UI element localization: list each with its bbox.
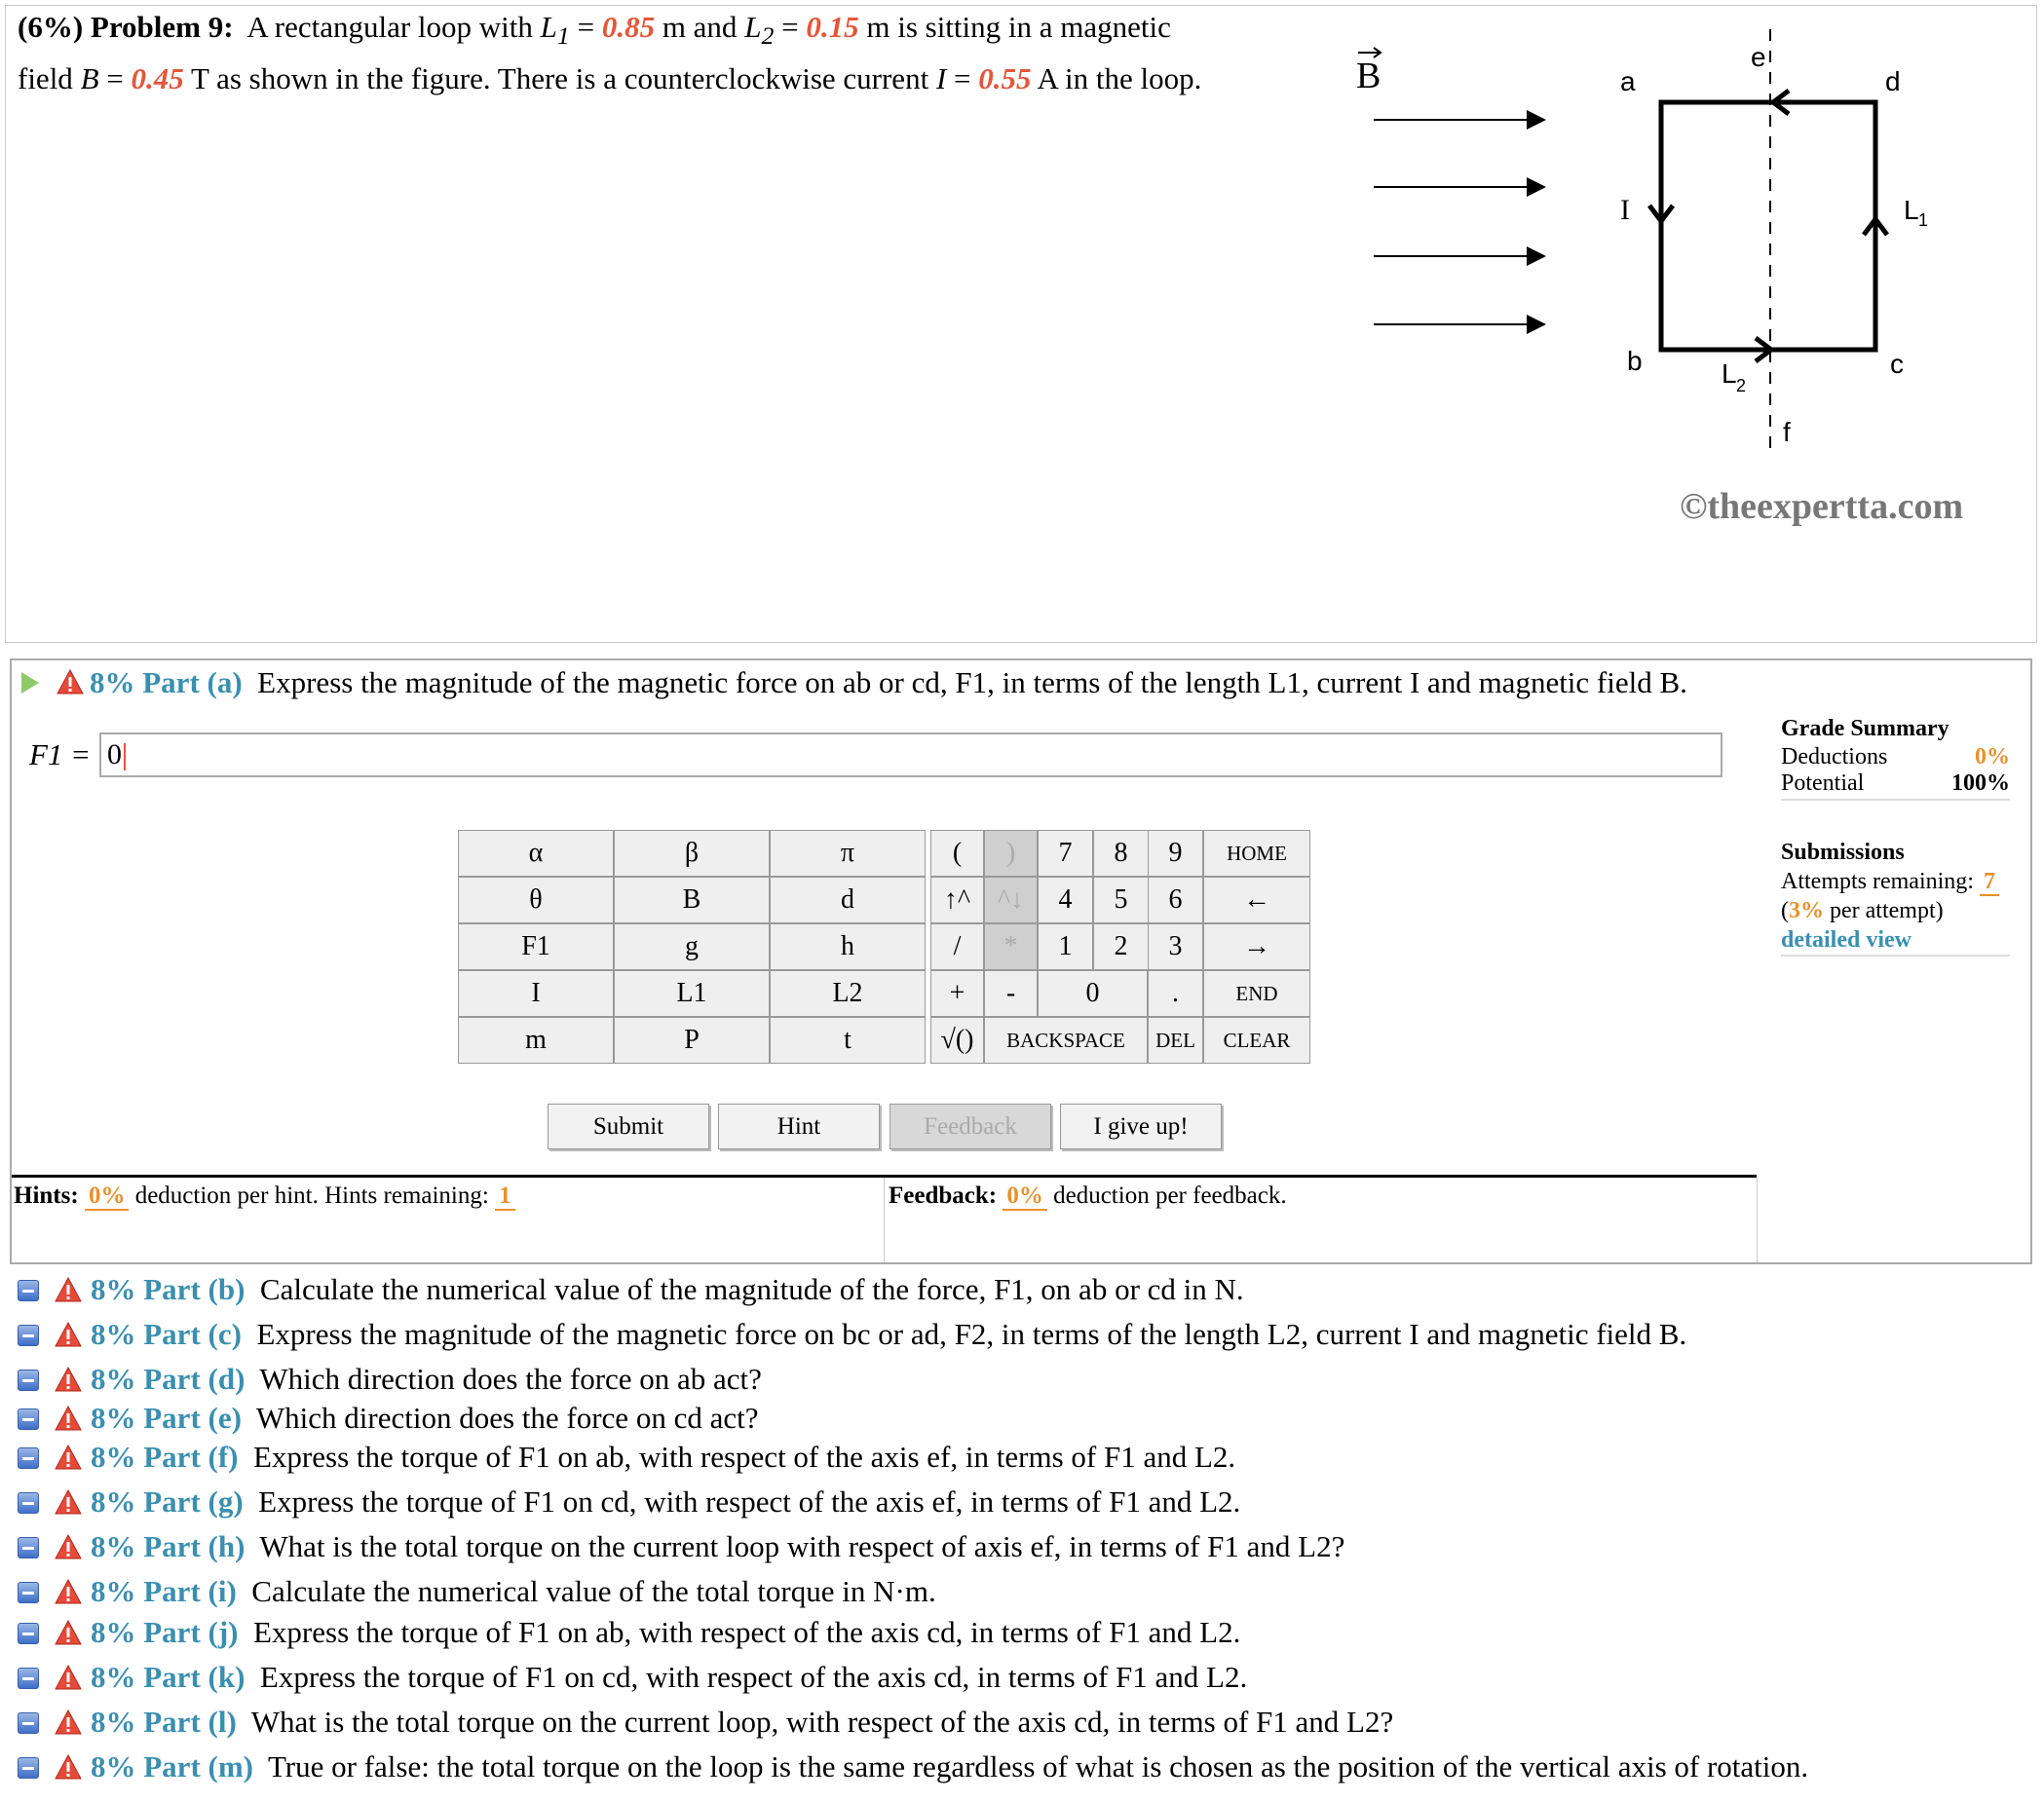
part-weight: 8% [91,1440,136,1474]
answer-input[interactable] [99,732,1722,777]
hints-feedback-separator [884,1178,885,1262]
label-l2: L [1722,358,1737,389]
text-cursor [124,743,126,770]
part-label[interactable]: Part (m) [143,1749,253,1783]
part-label[interactable]: Part (g) [143,1484,244,1519]
keypad-plus[interactable]: + [930,970,984,1017]
part-weight: 8% [91,1749,136,1783]
warning-icon [55,1489,82,1515]
label-d: d [1885,66,1901,96]
problem-text-4: T as shown in the figure. There is a counterclockwise current [190,61,929,96]
i-value: 0.55 [978,61,1032,96]
part-weight: 8% [91,1574,136,1608]
label-current: I [1620,194,1630,226]
attempts-value: 7 [1980,869,1999,896]
part-label[interactable]: Part (b) [143,1272,246,1306]
b-symbol: B [80,61,99,96]
problem-text-1: A rectangular loop with [246,10,533,44]
part-question: True or false: the total torque on the loop is the same regardless of what is chosen as the position of the vertical axis of rotation. [267,1749,1809,1783]
part-label[interactable]: Part (c) [143,1317,242,1351]
feedback-button[interactable]: Feedback [890,1104,1051,1149]
warning-icon [55,1579,82,1604]
keypad-end-key[interactable]: END [1203,970,1310,1017]
part-question: Calculate the numerical value of the magnitude of the force, F1, on ab or cd in N. [259,1272,1244,1306]
submissions: Submissions Attempts remaining: 7 (3% per attempt) detailed view [1781,838,2010,957]
keypad-digit-key[interactable]: 2 [1093,923,1149,970]
keypad-power-down[interactable]: ^↓ [984,877,1038,923]
keypad-digit-key[interactable]: 9 [1148,830,1203,877]
warning-icon [55,1754,82,1780]
keypad-var-key[interactable]: d [770,877,926,923]
collapse-icon[interactable] [18,1492,39,1514]
keypad-var-key[interactable]: θ [458,877,614,923]
give-up-button[interactable]: I give up! [1060,1104,1222,1149]
label-l2-sub: 2 [1736,376,1747,395]
part-label[interactable]: Part (j) [143,1615,239,1649]
keypad-multiply[interactable]: * [984,923,1038,970]
keypad-divide[interactable]: / [930,923,984,970]
part-weight: 8% [91,1362,136,1396]
l2-sub: 2 [761,21,775,51]
l1-sub: 1 [556,21,570,51]
keypad-del-key[interactable]: DEL [1148,1017,1203,1064]
part-weight: 8% [91,1615,136,1649]
keypad-var-key[interactable]: h [770,923,926,970]
keypad-var-key[interactable]: α [458,830,614,877]
feedback-label: Feedback: [889,1183,998,1209]
part-a-weight: 8% [90,665,135,699]
label-l1: L [1904,195,1919,225]
keypad-sqrt[interactable]: √() [930,1017,984,1064]
potential-value: 100% [1951,770,2010,796]
collapse-icon[interactable] [18,1757,39,1779]
b-value: 0.45 [131,61,184,96]
hints-info [14,1183,515,1210]
copyright-watermark: ©theexpertta.com [1680,486,1964,527]
i-symbol: I [935,61,947,96]
warning-icon [55,1406,82,1431]
collapse-icon[interactable] [18,1408,39,1430]
keypad-var-key[interactable]: g [614,923,770,970]
keypad-var-key[interactable]: L1 [614,970,770,1017]
keypad-minus[interactable]: - [984,970,1038,1017]
potential-label: Potential [1781,770,1865,796]
hints-pct: 0% [85,1183,130,1211]
keypad-home-key[interactable]: HOME [1203,830,1310,877]
right-separator [1757,1178,1758,1262]
keypad-digit-key[interactable]: 1 [1038,923,1093,970]
collapse-icon[interactable] [18,1537,39,1558]
part-question: Which direction does the force on ab act? [259,1362,762,1396]
part-question: Calculate the numerical value of the total torque in N·m. [251,1574,936,1608]
collapse-icon[interactable] [18,1623,39,1644]
collapse-icon[interactable] [18,1447,39,1469]
l2-symbol: L [744,10,762,44]
part-weight: 8% [91,1529,136,1563]
keypad-var-key[interactable]: β [614,830,770,877]
problem-text-5: A in the loop. [1037,61,1202,96]
part-label[interactable]: Part (e) [143,1401,242,1435]
l1-value: 0.85 [601,10,656,44]
problem-and: m and [662,10,738,44]
part-question: Express the torque of F1 on ab, with respect of the axis cd, in terms of F1 and L2. [253,1615,1241,1649]
collapse-icon[interactable] [18,1712,39,1734]
keypad-digit-key[interactable]: 4 [1038,877,1093,923]
part-weight: 8% [91,1317,136,1351]
part-a-question: Express the magnitude of the magnetic force on ab or cd, F1, in terms of the length L1, current I and magnetic field B. [257,665,1687,699]
keypad-right-arrow-key[interactable]: → [1203,923,1310,970]
expand-triangle-icon[interactable] [21,672,39,694]
keypad-digit-key[interactable]: 5 [1093,877,1149,923]
keypad-digit-key[interactable]: 3 [1148,923,1203,970]
part-question: What is the total torque on the current loop, with respect of the axis cd, in terms of F1 and L2? [250,1705,1394,1739]
l1-symbol: L [540,10,557,44]
warning-icon [55,1445,82,1470]
keypad-clear-key[interactable]: CLEAR [1203,1017,1310,1064]
collapse-icon[interactable] [18,1668,39,1689]
part-weight: 8% [91,1705,136,1739]
keypad-var-key[interactable]: t [770,1017,926,1064]
part-a-heading [90,665,1687,700]
warning-icon [55,1534,82,1559]
keypad-decimal-key[interactable]: . [1148,970,1203,1017]
problem-header: (6%) Problem 9: [18,10,234,44]
keypad-var-key[interactable]: I [458,970,614,1017]
hint-button[interactable]: Hint [718,1104,880,1149]
problem-text-2: m is sitting in a magnetic [866,10,1171,44]
part-label[interactable]: Part (k) [143,1660,246,1694]
part-question: Express the magnitude of the magnetic force on bc or ad, F2, in terms of the length L2, current I and magnetic field B. [256,1317,1687,1351]
b-field-label: B [1356,56,1382,96]
feedback-pct: 0% [1003,1183,1047,1211]
grade-summary [1781,716,2010,801]
l2-value: 0.15 [806,10,859,44]
keypad-power-up[interactable]: ↑^ [930,877,984,923]
feedback-text: deduction per feedback. [1053,1183,1287,1209]
part-question: Express the torque of F1 on ab, with respect of the axis ef, in terms of F1 and L2. [253,1440,1236,1474]
answer-value: 0 [107,738,122,770]
warning-icon [55,1277,82,1302]
hints-text: deduction per hint. Hints remaining: [134,1183,489,1209]
part-weight: 8% [91,1401,136,1435]
deductions-label: Deductions [1781,744,1888,770]
part-label[interactable]: Part (d) [143,1362,246,1396]
warning-icon [55,1665,82,1690]
hints-label: Hints: [14,1183,79,1209]
part-label[interactable]: Part (h) [143,1529,246,1563]
label-e: e [1751,42,1766,72]
label-f: f [1783,417,1791,447]
collapse-icon[interactable] [18,1370,39,1391]
part-question: Which direction does the force on cd act? [255,1401,759,1435]
keypad-var-key[interactable]: m [458,1017,614,1064]
keypad-digit-key[interactable]: 7 [1038,830,1093,877]
feedback-info [889,1183,1287,1210]
part-a-label: Part (a) [142,665,243,699]
collapse-icon[interactable] [18,1280,39,1301]
label-b: b [1627,346,1643,376]
part-label[interactable]: Part (l) [143,1705,237,1739]
warning-icon [55,1709,82,1735]
per-attempt-text: per attempt) [1830,898,1944,923]
loop-figure [1344,19,2026,545]
label-l1-sub: 1 [1918,210,1929,230]
problem-statement: (6%) Problem 9: A rectangular loop with $L_1 = 0.85$ m and $L_2 = 0.15$ m is sitting in a magnetic field B = 0.45 T as shown in the figure. There is a counterclockwise current I = 0.55 A in the loop. [18,10,1202,96]
answer-label: F1 = [29,737,92,771]
part-question: Express the torque of F1 on cd, with respect of the axis ef, in terms of F1 and L2. [258,1484,1241,1519]
keypad-open-paren[interactable]: ( [930,830,984,877]
part-weight: 8% [91,1660,136,1694]
per-attempt-pct: 3% [1789,898,1824,923]
keypad-digit-key[interactable]: 0 [1038,970,1148,1017]
keypad-digit-key[interactable]: 8 [1093,830,1149,877]
part-question: Express the torque of F1 on cd, with respect of the axis cd, in terms of F1 and L2. [259,1660,1248,1694]
warning-icon [55,1620,82,1645]
current-loop [1661,102,1875,350]
collapse-icon[interactable] [18,1582,39,1603]
keypad-var-key[interactable]: P [614,1017,770,1064]
detailed-view-link[interactable]: detailed view [1781,927,1912,953]
hints-remaining: 1 [495,1183,515,1211]
part-label[interactable]: Part (f) [143,1440,239,1474]
warning-icon [57,669,84,695]
problem-text-3: field [18,61,73,96]
keypad-var-key[interactable]: F1 [458,923,614,970]
warning-icon [55,1367,82,1392]
label-a: a [1620,66,1636,96]
label-c: c [1890,349,1904,379]
attempts-label: Attempts remaining: [1781,869,1974,894]
part-label[interactable]: Part (i) [143,1574,237,1608]
part-weight: 8% [91,1484,136,1519]
keypad-left-arrow-key[interactable]: ← [1203,877,1310,923]
keypad-var-key[interactable]: π [770,830,926,877]
part-weight: 8% [91,1272,136,1306]
collapse-icon[interactable] [18,1325,39,1346]
submit-button[interactable]: Submit [548,1104,709,1149]
keypad-close-paren[interactable]: ) [984,830,1038,877]
keypad-backspace-key[interactable]: BACKSPACE [984,1017,1148,1064]
keypad-digit-key[interactable]: 6 [1148,877,1203,923]
keypad-var-key[interactable]: B [614,877,770,923]
deductions-value: 0% [1975,744,2010,770]
keypad-var-key[interactable]: L2 [770,970,926,1017]
warning-icon [55,1322,82,1347]
grade-summary-title: Grade Summary [1781,716,1949,741]
part-question: What is the total torque on the current loop with respect of axis ef, in terms of F1 and L2? [259,1529,1345,1563]
submissions-title: Submissions [1781,840,1905,865]
